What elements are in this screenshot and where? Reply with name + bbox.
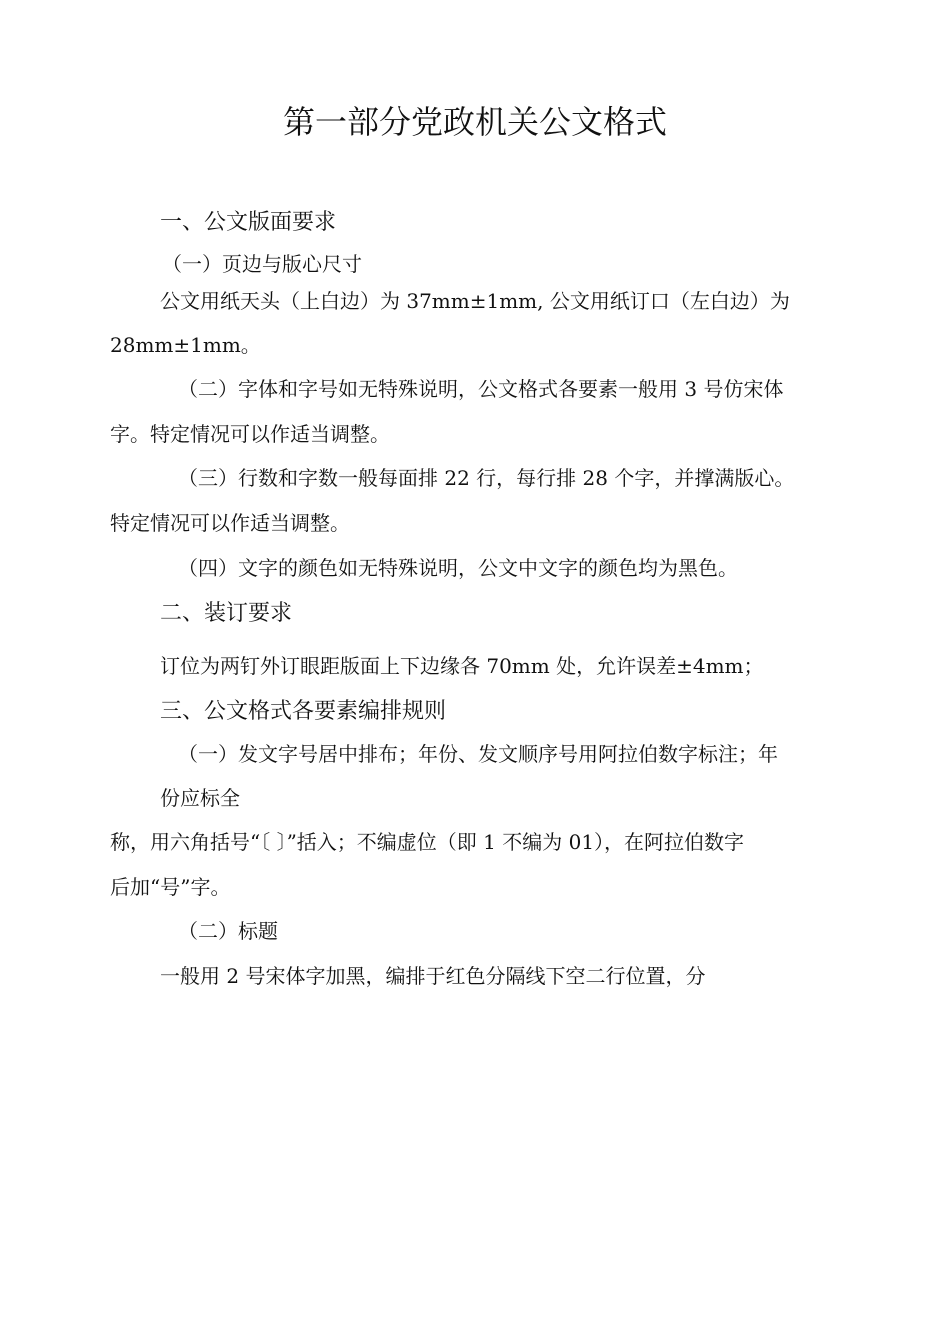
paragraph-line: 特定情况可以作适当调整。	[110, 511, 350, 535]
paragraph-line: 称，用六角括号“〔 〕”括入；不编虚位（即 1 不编为 01），在阿拉伯数字	[110, 830, 745, 854]
paragraph-line: 字。特定情况可以作适当调整。	[110, 422, 390, 446]
paragraph-line: 一般用 2 号宋体字加黑，编排于红色分隔线下空二行位置，分	[160, 964, 706, 988]
subsection-heading-3-2: （二）标题	[178, 919, 278, 943]
paragraph-line: 公文用纸天头（上白边）为 37mm±1mm, 公文用纸订口（左白边）为	[160, 289, 790, 313]
paragraph-line: （三）行数和字数一般每面排 22 行，每行排 28 个字，并撑满版心。	[178, 466, 795, 490]
subsection-heading-1-1: （一）页边与版心尺寸	[162, 252, 362, 276]
paragraph-line: （二）字体和字号如无特殊说明，公文格式各要素一般用 3 号仿宋体	[178, 377, 784, 401]
paragraph-line: 订位为两钉外订眼距版面上下边缘各 70mm 处，允许误差±4mm；	[160, 654, 764, 678]
section-heading-1: 一、公文版面要求	[160, 210, 337, 235]
paragraph-line: （一）发文字号居中排布；年份、发文顺序号用阿拉伯数字标注；年	[178, 742, 778, 766]
paragraph-line: 份应标全	[160, 786, 240, 810]
document-title: 第一部分党政机关公文格式	[282, 103, 667, 141]
section-heading-3: 三、公文格式各要素编排规则	[160, 699, 447, 724]
paragraph-line: 后加“号”字。	[110, 875, 231, 899]
section-heading-2: 二、装订要求	[160, 601, 293, 626]
paragraph-line: （四）文字的颜色如无特殊说明，公文中文字的颜色均为黑色。	[178, 556, 738, 580]
paragraph-line: 28mm±1mm。	[110, 333, 261, 357]
